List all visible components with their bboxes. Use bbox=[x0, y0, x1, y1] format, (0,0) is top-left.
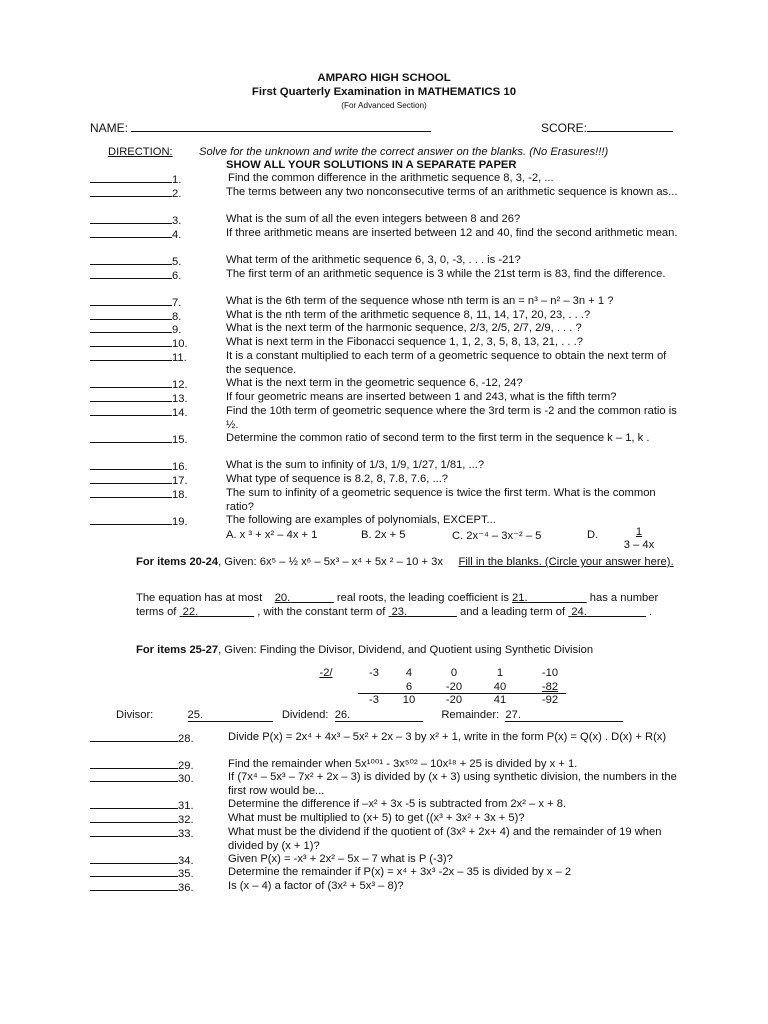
product-value: 6 bbox=[405, 681, 413, 693]
question-number: 18. bbox=[172, 489, 188, 501]
coefficient: -3 bbox=[369, 667, 379, 679]
blank-26[interactable]: 26. bbox=[335, 709, 423, 722]
product-value: -20 bbox=[445, 681, 463, 693]
show-solutions-note: SHOW ALL YOUR SOLUTIONS IN A SEPARATE PAPER bbox=[226, 159, 517, 171]
score-label: SCORE: bbox=[541, 121, 588, 135]
answer-blank-11[interactable] bbox=[90, 350, 172, 361]
question-text: What term of the arithmetic sequence 6, 3, 0, -3, . . . is -21? bbox=[226, 254, 521, 266]
question-text: The terms between any two nonconsecutive terms of an arithmetic sequence is known as... bbox=[226, 186, 678, 198]
question-text: If (7x⁴ – 5x³ – 7x² + 2x – 3) is divided by (x + 3) using synthetic division, the numbers in the first row would be... bbox=[228, 771, 677, 797]
blank-23[interactable]: 23. bbox=[391, 605, 408, 618]
product-value: 40 bbox=[493, 681, 507, 693]
direction-label: DIRECTION: bbox=[108, 146, 173, 158]
paragraph-text: and a leading term of bbox=[459, 605, 566, 618]
paragraph-text: has a number terms of bbox=[136, 592, 659, 618]
answer-blank-6[interactable] bbox=[90, 268, 172, 279]
items-20-24-given: , Given: 6x⁵ – ½ x⁶ – 5x³ – x⁴ + 5x ² – 10 + 3x bbox=[218, 556, 443, 568]
fraction-numerator: 1 bbox=[635, 526, 643, 538]
question-number: 17. bbox=[172, 475, 188, 487]
answer-blank-5[interactable] bbox=[90, 254, 172, 265]
question-text: What must be the dividend if the quotient of (3x² + 2x+ 4) and the remainder of 19 when divided by (x + 1)? bbox=[228, 826, 662, 852]
answer-blank-10[interactable] bbox=[90, 336, 172, 347]
question-number: 2. bbox=[172, 188, 182, 200]
question-text: Find the 10th term of geometric sequence where the 3rd term is -2 and the common ratio is ½. bbox=[226, 405, 677, 431]
blank-27[interactable]: 27. bbox=[505, 709, 623, 722]
answer-blank-16[interactable] bbox=[90, 459, 172, 470]
question-text: Given P(x) = -x³ + 2x² – 5x – 7 what is P (-3)? bbox=[228, 853, 453, 865]
question-text: The following are examples of polynomials, EXCEPT... bbox=[226, 514, 496, 526]
answer-blank-2[interactable] bbox=[90, 186, 172, 197]
synthetic-divisor: -2/ bbox=[319, 667, 333, 679]
school-name: AMPARO HIGH SCHOOL bbox=[317, 72, 451, 84]
question-text: The first term of an arithmetic sequence is 3 while the 21st term is 83, find the difference. bbox=[226, 268, 666, 280]
blank-20[interactable]: 20. bbox=[274, 592, 291, 604]
question-number: 35. bbox=[178, 868, 194, 880]
fraction-denominator: 3 – 4x bbox=[623, 539, 655, 551]
question-number: 1. bbox=[172, 174, 182, 186]
remainder-label: Remainder: bbox=[441, 709, 500, 721]
question-number: 34. bbox=[178, 855, 194, 867]
divisor-label: Divisor: bbox=[116, 709, 154, 721]
name-field[interactable] bbox=[90, 121, 431, 135]
paragraph-text: The equation has at most bbox=[136, 592, 263, 604]
paragraph-text: real roots, the leading coefficient is bbox=[336, 592, 509, 604]
name-label: NAME: bbox=[90, 121, 129, 135]
question-text: What must be multiplied to (x+ 5) to get ((x³ + 3x² + 3x + 5)? bbox=[228, 812, 525, 824]
question-number: 29. bbox=[178, 760, 194, 772]
question-text: Divide P(x) = 2x⁴ + 4x³ – 5x² + 2x – 3 by x² + 1, write in the form P(x) = Q(x) . D(x) + R(x) bbox=[228, 731, 667, 743]
question-number: 16. bbox=[172, 461, 188, 473]
fill-in-paragraph bbox=[136, 592, 681, 619]
name-blank[interactable] bbox=[131, 121, 431, 132]
answer-blank-29[interactable] bbox=[90, 758, 178, 769]
items-20-24-label: For items 20-24 bbox=[136, 556, 219, 568]
question-text: If four geometric means are inserted between 1 and 243, what is the fifth term? bbox=[226, 391, 617, 403]
result-value: -20 bbox=[445, 694, 463, 706]
question-number: 10. bbox=[172, 338, 188, 350]
answer-blank-33[interactable] bbox=[90, 826, 178, 837]
answer-blank-31[interactable] bbox=[90, 798, 178, 809]
answer-blank-17[interactable] bbox=[90, 473, 172, 484]
paragraph-text: , with the constant term of bbox=[257, 605, 386, 618]
question-text: Find the common difference in the arithmetic sequence 8, 3, -2, ... bbox=[228, 172, 554, 184]
answer-blank-8[interactable] bbox=[90, 309, 172, 320]
question-text: Determine the remainder if P(x) = x⁴ + 3x³ -2x – 35 is divided by x – 2 bbox=[228, 866, 572, 878]
exam-section: (For Advanced Section) bbox=[341, 101, 427, 110]
question-text: If three arithmetic means are inserted between 12 and 40, find the second arithmetic mean. bbox=[226, 227, 678, 239]
answer-blank-9[interactable] bbox=[90, 322, 172, 333]
answer-blank-7[interactable] bbox=[90, 295, 172, 306]
question-text: It is a constant multiplied to each term of a geometric sequence to obtain the next term of the sequence. bbox=[226, 350, 667, 376]
question-number: 28. bbox=[178, 733, 194, 745]
answer-blank-19[interactable] bbox=[90, 514, 172, 525]
question-number: 7. bbox=[172, 297, 182, 309]
question-number: 33. bbox=[178, 828, 194, 840]
question-number: 6. bbox=[172, 270, 182, 282]
question-text: Determine the common ratio of second term to the first term in the sequence k – 1, k . bbox=[226, 432, 650, 444]
answer-blank-36[interactable] bbox=[90, 880, 178, 891]
option-d-fraction bbox=[621, 526, 657, 552]
coefficient: 4 bbox=[405, 667, 413, 679]
result-value: -92 bbox=[541, 694, 559, 706]
answer-blank-1[interactable] bbox=[90, 172, 172, 183]
question-text: What is the next term in the geometric sequence 6, -12, 24? bbox=[226, 377, 523, 389]
answer-blank-14[interactable] bbox=[90, 405, 172, 416]
question-number: 36. bbox=[178, 882, 194, 894]
question-number: 12. bbox=[172, 379, 188, 391]
items-25-27-label: For items 25-27 bbox=[136, 644, 219, 656]
option-c: C. 2x⁻⁴ – 3x⁻² – 5 bbox=[452, 530, 542, 542]
dividend-label: Dividend: bbox=[281, 709, 329, 721]
result-value: 41 bbox=[493, 694, 507, 706]
answer-blank-30[interactable] bbox=[90, 771, 178, 782]
option-d: D. bbox=[587, 529, 599, 541]
question-number: 31. bbox=[178, 800, 194, 812]
answer-blank-3[interactable] bbox=[90, 213, 172, 224]
blank-22[interactable]: 22. bbox=[182, 605, 199, 618]
question-text: Is (x – 4) a factor of (3x² + 5x³ – 8)? bbox=[228, 880, 404, 892]
product-value: -82 bbox=[541, 681, 559, 693]
question-text: What is the 6th term of the sequence whose nth term is an = n³ – n² – 3n + 1 ? bbox=[226, 295, 614, 307]
answer-blank-28[interactable] bbox=[90, 731, 178, 742]
question-text: Determine the difference if –x² + 3x -5 is subtracted from 2x² – x + 8. bbox=[228, 798, 567, 810]
result-value: 10 bbox=[402, 694, 416, 706]
items-25-27-given: , Given: Finding the Divisor, Dividend, and Quotient using Synthetic Division bbox=[218, 644, 594, 656]
question-text: What type of sequence is 8.2, 8, 7.8, 7.6, ...? bbox=[226, 473, 449, 485]
option-b: B. 2x + 5 bbox=[361, 529, 406, 541]
answer-blank-35[interactable] bbox=[90, 866, 178, 877]
answer-blank-34[interactable] bbox=[90, 853, 178, 864]
question-number: 15. bbox=[172, 434, 188, 446]
direction-text: Solve for the unknown and write the correct answer on the blanks. (No Erasures!!!) bbox=[199, 146, 609, 158]
question-number: 32. bbox=[178, 814, 194, 826]
items-25-27-instructions bbox=[136, 644, 593, 656]
question-text: What is the sum to infinity of 1/3, 1/9, 1/27, 1/81, ...? bbox=[226, 459, 485, 471]
blank-21[interactable]: 21. bbox=[512, 592, 528, 604]
score-blank[interactable] bbox=[587, 121, 673, 132]
question-number: 11. bbox=[172, 352, 187, 364]
coefficient: 0 bbox=[450, 667, 458, 679]
score-field[interactable] bbox=[541, 121, 673, 135]
paragraph-text: . bbox=[649, 605, 653, 618]
question-number: 30. bbox=[178, 773, 194, 785]
question-text: Find the remainder when 5x¹⁰⁰¹ - 3x⁵⁰² – 10x¹⁸ + 25 is divided by x + 1. bbox=[228, 758, 578, 770]
blank-25[interactable]: 25. bbox=[188, 709, 273, 722]
question-number: 19. bbox=[172, 516, 188, 528]
answer-blank-13[interactable] bbox=[90, 391, 172, 402]
question-number: 5. bbox=[172, 256, 182, 268]
coefficient: 1 bbox=[496, 667, 504, 679]
option-a: A. x ³ + x² – 4x + 1 bbox=[226, 529, 318, 541]
question-number: 9. bbox=[172, 324, 182, 336]
items-20-24-instructions bbox=[136, 556, 676, 570]
synthetic-division-table bbox=[300, 667, 580, 711]
question-number: 4. bbox=[172, 229, 182, 241]
question-number: 8. bbox=[172, 311, 182, 323]
question-text: What is the nth term of the arithmetic sequence 8, 11, 14, 17, 20, 23, . . .? bbox=[226, 309, 591, 321]
answer-blank-18[interactable] bbox=[90, 487, 172, 498]
question-number: 3. bbox=[172, 215, 182, 227]
answer-blank-15[interactable] bbox=[90, 432, 172, 443]
question-text: What is the sum of all the even integers between 8 and 26? bbox=[226, 213, 521, 225]
fill-instructions: Fill in the blanks. (Circle your answer here). bbox=[458, 556, 674, 568]
result-value: -3 bbox=[369, 694, 379, 706]
answer-blank-12[interactable] bbox=[90, 377, 172, 388]
blank-24[interactable]: 24. bbox=[571, 605, 587, 618]
question-text: What is the next term of the harmonic sequence, 2/3, 2/5, 2/7, 2/9, . . . ? bbox=[226, 322, 582, 334]
division-answers-row bbox=[116, 709, 623, 722]
question-text: The sum to infinity of a geometric sequence is twice the first term. What is the common ratio? bbox=[226, 487, 656, 513]
exam-title: First Quarterly Examination in MATHEMATICS 10 bbox=[251, 86, 517, 98]
answer-blank-4[interactable] bbox=[90, 227, 172, 238]
coefficient: -10 bbox=[541, 667, 559, 679]
question-text: What is next term in the Fibonacci sequence 1, 1, 2, 3, 5, 8, 13, 21, . . .? bbox=[226, 336, 583, 348]
question-number: 13. bbox=[172, 393, 188, 405]
answer-blank-32[interactable] bbox=[90, 812, 178, 823]
question-number: 14. bbox=[172, 407, 188, 419]
